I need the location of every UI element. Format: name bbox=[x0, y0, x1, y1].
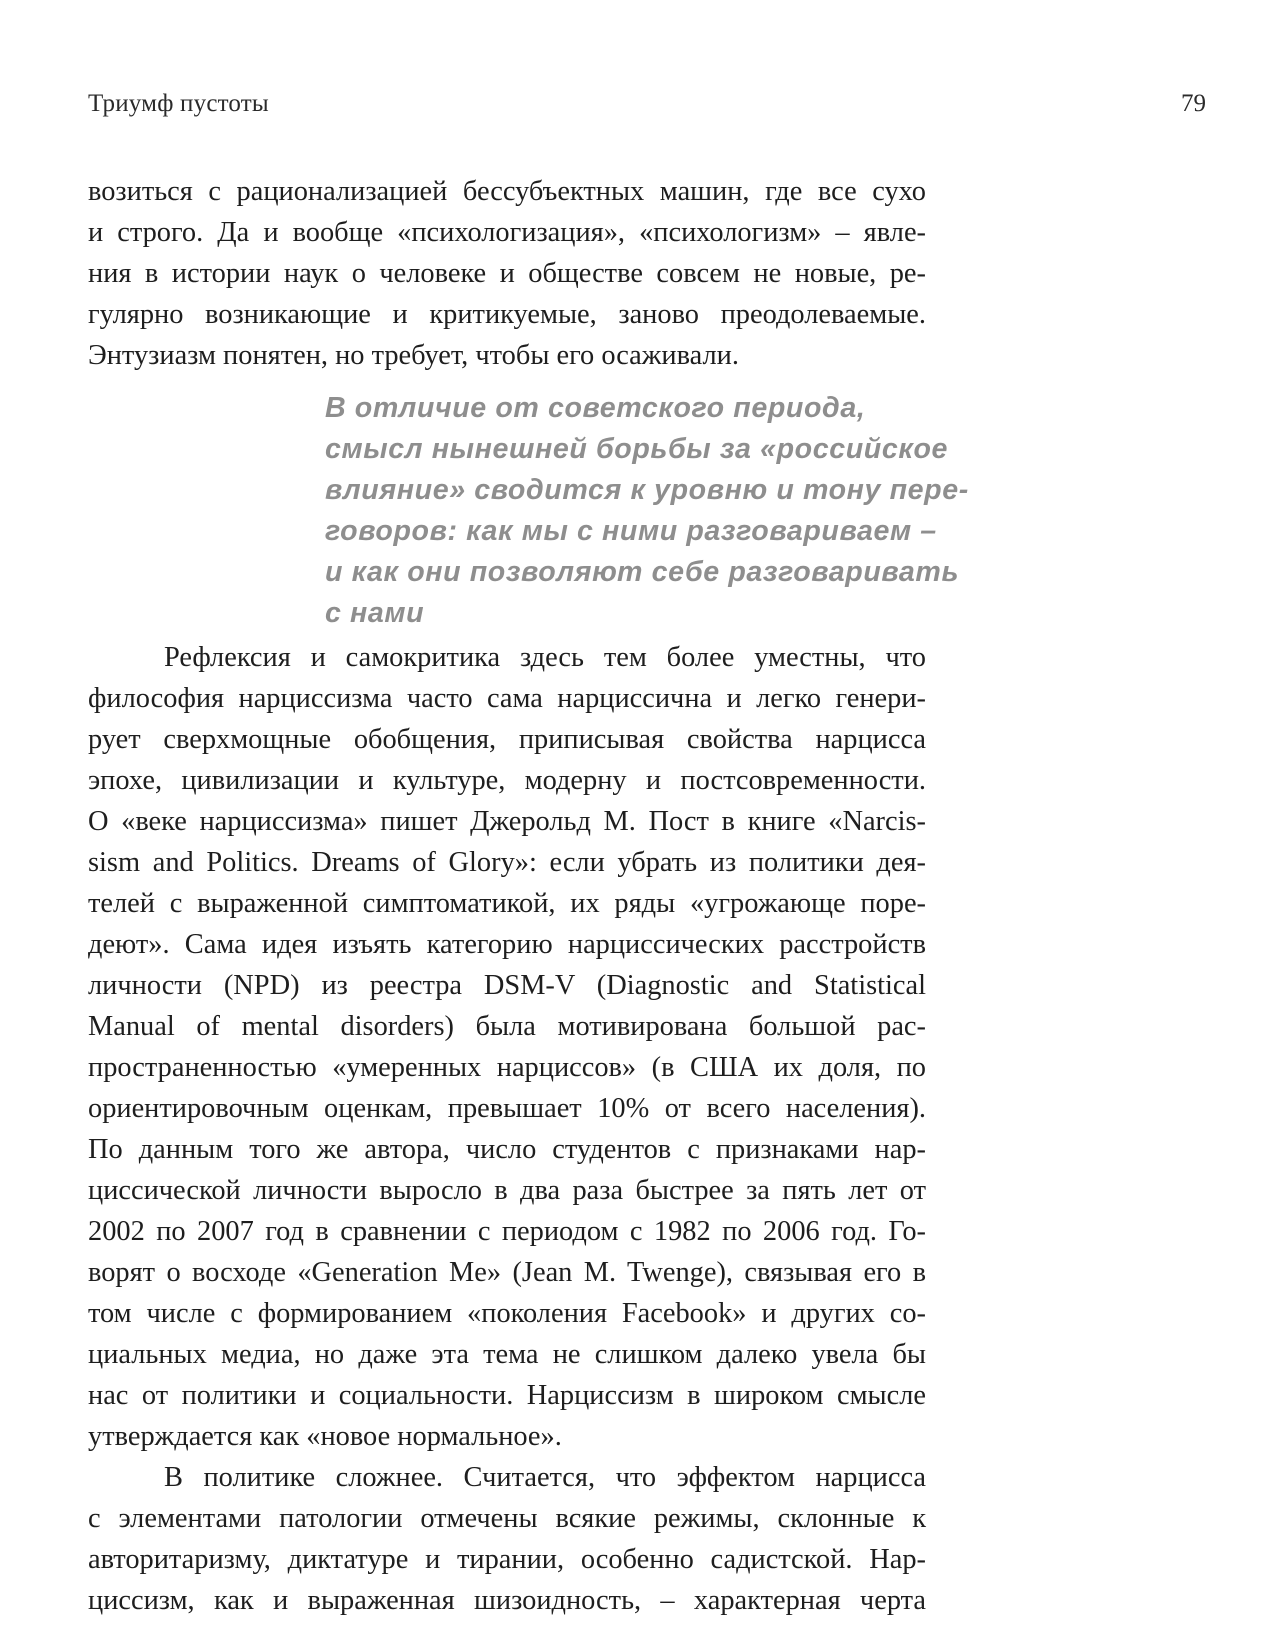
text-line: ориентировочным оценкам, превышает 10% от всего населения). bbox=[88, 1093, 926, 1124]
text-line: sism and Politics. Dreams of Glory»: если убрать из политики дея- bbox=[88, 847, 926, 878]
paragraph-continuation bbox=[88, 171, 926, 376]
text-line: возиться с рационализацией бессубъектных машин, где все сухо bbox=[88, 176, 926, 207]
pull-quote-line: смысл нынешней борьбы за «российское bbox=[325, 433, 949, 465]
text-line: В политике сложнее. Считается, что эффектом нарцисса bbox=[164, 1462, 926, 1493]
pull-quote-line: В отличие от советского периода, bbox=[325, 392, 866, 424]
text-line: эпохе, цивилизации и культуре, модерну и постсовременности. bbox=[88, 765, 926, 796]
text-line: с элементами патологии отмечены всякие режимы, склонные к bbox=[88, 1503, 926, 1534]
pull-quote bbox=[325, 388, 1045, 634]
text-line: и строго. Да и вообще «психологизация», «психологизм» – явле- bbox=[88, 217, 926, 248]
text-line: Рефлексия и самокритика здесь тем более уместны, что bbox=[164, 642, 926, 673]
text-line: ния в истории наук о человеке и обществе совсем не новые, ре- bbox=[88, 258, 926, 289]
text-line: гулярно возникающие и критикуемые, заново преодолеваемые. bbox=[88, 299, 926, 330]
text-line: телей с выраженной симптоматикой, их ряды «угрожающе поре- bbox=[88, 888, 926, 919]
text-line: пространенностью «умеренных нарциссов» (в США их доля, по bbox=[88, 1052, 926, 1083]
text-line: циссической личности выросло в два раза быстрее за пять лет от bbox=[88, 1175, 926, 1206]
text-line: рует сверхмощные обобщения, приписывая свойства нарцисса bbox=[88, 724, 926, 755]
pull-quote-line: с нами bbox=[325, 597, 425, 629]
text-line: авторитаризму, диктатуре и тирании, особенно садистской. Нар- bbox=[88, 1544, 926, 1575]
paragraph-politics bbox=[88, 1457, 926, 1621]
text-line: Manual of mental disorders) была мотивирована большой рас- bbox=[88, 1011, 926, 1042]
text-line: ворят о восходе «Generation Me» (Jean M. Twenge), связывая его в bbox=[88, 1257, 926, 1288]
text-line: О «веке нарциссизма» пишет Джерольд М. Пост в книге «Narcis- bbox=[88, 806, 926, 837]
text-line: циссизм, как и выраженная шизоидность, – характерная черта bbox=[88, 1585, 926, 1616]
text-line: утверждается как «новое нормальное». bbox=[88, 1421, 562, 1452]
pull-quote-line: говоров: как мы с ними разговариваем – bbox=[325, 515, 937, 547]
text-line: том числе с формированием «поколения Facebook» и других со- bbox=[88, 1298, 926, 1329]
text-line: циальных медиа, но даже эта тема не слишком далеко увела бы bbox=[88, 1339, 926, 1370]
text-line: Энтузиазм понятен, но требует, чтобы его осаживали. bbox=[88, 340, 739, 371]
text-line: нас от политики и социальности. Нарциссизм в широком смысле bbox=[88, 1380, 926, 1411]
text-line: деют». Сама идея изъять категорию нарциссических расстройств bbox=[88, 929, 926, 960]
running-title: Триумф пустоты bbox=[88, 90, 269, 117]
text-line: личности (NPD) из реестра DSM-V (Diagnostic and Statistical bbox=[88, 970, 926, 1001]
page-number: 79 bbox=[1181, 90, 1206, 117]
text-line: 2002 по 2007 год в сравнении с периодом с 1982 по 2006 год. Го- bbox=[88, 1216, 926, 1247]
paragraph-reflection bbox=[88, 637, 926, 1457]
text-line: философия нарциссизма часто сама нарциссична и легко генери- bbox=[88, 683, 926, 714]
pull-quote-line: влияние» сводится к уровню и тону пере- bbox=[325, 474, 969, 506]
text-line: По данным того же автора, число студентов с признаками нар- bbox=[88, 1134, 926, 1165]
pull-quote-line: и как они позволяют себе разговаривать bbox=[325, 556, 960, 588]
